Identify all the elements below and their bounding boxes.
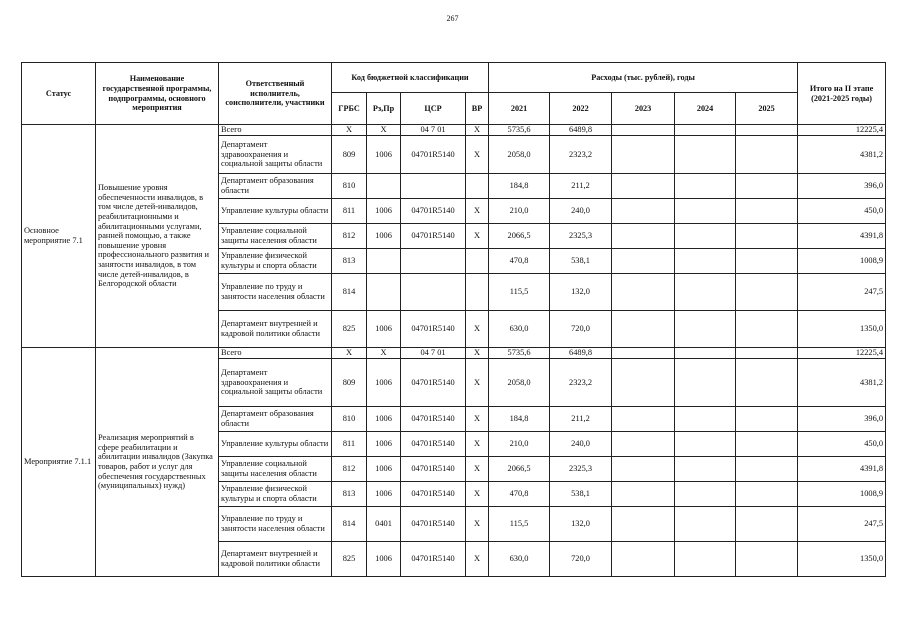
budget-table [21,62,886,577]
vr-cell: X [466,136,489,174]
year-2024-cell [675,507,736,542]
rzpr-cell: 1006 [367,457,401,482]
vr-cell: X [466,311,489,348]
header-program: Наименование государственной программы, подпрограммы, основного мероприятия [96,63,219,125]
year-2024-cell [675,199,736,224]
executor-cell: Управление по труду и занятости населения области [219,507,332,542]
year-2021-cell: 630,0 [489,542,550,577]
vr-cell [466,249,489,274]
executor-cell: Всего [219,125,332,136]
year-2024-cell [675,407,736,432]
csr-cell: 04701R5140 [401,199,466,224]
vr-cell: X [466,542,489,577]
year-2024-cell [675,432,736,457]
vr-cell [466,274,489,311]
year-2025-cell [736,174,798,199]
year-2025-cell [736,348,798,359]
year-2023-cell [612,199,675,224]
year-2025-cell [736,542,798,577]
year-2021-cell: 2066,5 [489,457,550,482]
header-year-2024: 2024 [675,93,736,125]
grbs-cell: 814 [332,274,367,311]
grbs-cell: 809 [332,359,367,407]
total-cell: 450,0 [798,199,886,224]
year-2023-cell [612,174,675,199]
executor-cell: Департамент образования области [219,174,332,199]
rzpr-cell: 1006 [367,136,401,174]
rzpr-cell [367,249,401,274]
header-expenses: Расходы (тыс. рублей), годы [489,63,798,93]
year-2025-cell [736,432,798,457]
executor-cell: Департамент здравоохранения и социальной защиты области [219,136,332,174]
year-2023-cell [612,348,675,359]
year-2025-cell [736,199,798,224]
vr-cell: X [466,432,489,457]
grbs-cell: X [332,125,367,136]
year-2025-cell [736,274,798,311]
total-cell: 1008,9 [798,482,886,507]
year-2024-cell [675,174,736,199]
year-2025-cell [736,249,798,274]
rzpr-cell: 1006 [367,224,401,249]
executor-cell: Управление по труду и занятости населения области [219,274,332,311]
rzpr-cell [367,274,401,311]
rzpr-cell: 1006 [367,359,401,407]
year-2023-cell [612,482,675,507]
rzpr-cell: X [367,348,401,359]
year-2023-cell [612,507,675,542]
year-2022-cell: 2325,3 [550,457,612,482]
year-2022-cell: 2323,2 [550,359,612,407]
year-2021-cell: 184,8 [489,174,550,199]
year-2024-cell [675,482,736,507]
header-status: Статус [22,63,96,125]
year-2022-cell: 132,0 [550,274,612,311]
executor-cell: Управление культуры области [219,199,332,224]
csr-cell: 04701R5140 [401,311,466,348]
total-cell: 247,5 [798,274,886,311]
total-cell: 396,0 [798,407,886,432]
total-cell: 450,0 [798,432,886,457]
header-year-2022: 2022 [550,93,612,125]
csr-cell: 04701R5140 [401,407,466,432]
executor-cell: Управление социальной защиты населения области [219,457,332,482]
grbs-cell: 810 [332,174,367,199]
year-2022-cell: 240,0 [550,199,612,224]
year-2025-cell [736,136,798,174]
program-name-cell: Реализация мероприятий в сфере реабилитации и абилитации инвалидов (Закупка товаров, работ и услуг для обеспечения государственных (муниципальных) нужд) [96,348,219,577]
rzpr-cell: 1006 [367,199,401,224]
year-2025-cell [736,457,798,482]
executor-cell: Управление физической культуры и спорта области [219,249,332,274]
year-2021-cell: 470,8 [489,482,550,507]
year-2022-cell: 132,0 [550,507,612,542]
year-2024-cell [675,125,736,136]
year-2021-cell: 210,0 [489,432,550,457]
total-cell: 4391,8 [798,457,886,482]
vr-cell: X [466,224,489,249]
year-2025-cell [736,482,798,507]
year-2023-cell [612,432,675,457]
total-cell: 1350,0 [798,542,886,577]
year-2025-cell [736,359,798,407]
year-2025-cell [736,125,798,136]
year-2022-cell: 2323,2 [550,136,612,174]
year-2023-cell [612,359,675,407]
year-2021-cell: 115,5 [489,274,550,311]
year-2023-cell [612,224,675,249]
grbs-cell: 811 [332,432,367,457]
program-name-cell: Повышение уровня обеспеченности инвалидов, в том числе детей-инвалидов, реабилитационными и абилитационными услугами, ранней помощью, а также повышение уровня профессионального развития и занятости инвалидов, в том числе детей-инвалидов, в Белгородской области [96,125,219,348]
year-2022-cell: 720,0 [550,311,612,348]
grbs-cell: 809 [332,136,367,174]
csr-cell: 04701R5140 [401,136,466,174]
rzpr-cell: 1006 [367,311,401,348]
grbs-cell: 825 [332,542,367,577]
header-budget-code: Код бюджетной классификации [332,63,489,93]
executor-cell: Департамент внутренней и кадровой политики области [219,311,332,348]
year-2022-cell: 211,2 [550,407,612,432]
csr-cell: 04701R5140 [401,507,466,542]
year-2023-cell [612,249,675,274]
year-2021-cell: 184,8 [489,407,550,432]
total-cell: 396,0 [798,174,886,199]
executor-cell: Всего [219,348,332,359]
rzpr-cell: 0401 [367,507,401,542]
grbs-cell: 813 [332,249,367,274]
year-2024-cell [675,359,736,407]
year-2024-cell [675,136,736,174]
total-cell: 1350,0 [798,311,886,348]
rzpr-cell [367,174,401,199]
header-year-2025: 2025 [736,93,798,125]
vr-cell: X [466,359,489,407]
csr-cell: 04701R5140 [401,224,466,249]
year-2023-cell [612,457,675,482]
year-2024-cell [675,542,736,577]
total-cell: 247,5 [798,507,886,542]
year-2021-cell: 5735,6 [489,348,550,359]
header-year-2021: 2021 [489,93,550,125]
header-total: Итого на II этапе (2021-2025 годы) [798,63,886,125]
grbs-cell: 812 [332,457,367,482]
header-csr: ЦСР [401,93,466,125]
grbs-cell: 825 [332,311,367,348]
year-2024-cell [675,348,736,359]
executor-cell: Управление физической культуры и спорта области [219,482,332,507]
grbs-cell: 813 [332,482,367,507]
table-row [22,125,886,136]
header-rzpr: Рз,Пр [367,93,401,125]
vr-cell: X [466,348,489,359]
grbs-cell: X [332,348,367,359]
year-2021-cell: 2058,0 [489,136,550,174]
year-2021-cell: 2066,5 [489,224,550,249]
year-2023-cell [612,274,675,311]
csr-cell [401,249,466,274]
csr-cell: 04 7 01 [401,125,466,136]
year-2021-cell: 630,0 [489,311,550,348]
year-2022-cell: 538,1 [550,249,612,274]
year-2025-cell [736,407,798,432]
year-2024-cell [675,311,736,348]
year-2022-cell: 6489,8 [550,348,612,359]
year-2024-cell [675,274,736,311]
year-2023-cell [612,125,675,136]
csr-cell [401,174,466,199]
executor-cell: Управление социальной защиты населения области [219,224,332,249]
year-2022-cell: 538,1 [550,482,612,507]
year-2021-cell: 2058,0 [489,359,550,407]
year-2022-cell: 2325,3 [550,224,612,249]
grbs-cell: 812 [332,224,367,249]
year-2022-cell: 240,0 [550,432,612,457]
grbs-cell: 814 [332,507,367,542]
header-grbs: ГРБС [332,93,367,125]
year-2021-cell: 470,8 [489,249,550,274]
total-cell: 12225,4 [798,125,886,136]
total-cell: 4381,2 [798,359,886,407]
year-2024-cell [675,457,736,482]
vr-cell [466,174,489,199]
rzpr-cell: 1006 [367,542,401,577]
vr-cell: X [466,482,489,507]
status-cell: Мероприятие 7.1.1 [22,348,96,577]
rzpr-cell: 1006 [367,432,401,457]
status-cell: Основное мероприятие 7.1 [22,125,96,348]
executor-cell: Управление культуры области [219,432,332,457]
year-2022-cell: 720,0 [550,542,612,577]
csr-cell: 04701R5140 [401,542,466,577]
year-2024-cell [675,224,736,249]
csr-cell [401,274,466,311]
rzpr-cell: 1006 [367,407,401,432]
vr-cell: X [466,199,489,224]
vr-cell: X [466,125,489,136]
year-2023-cell [612,136,675,174]
header-year-2023: 2023 [612,93,675,125]
header-vr: ВР [466,93,489,125]
total-cell: 12225,4 [798,348,886,359]
header-executor: Ответственный исполнитель, соисполнители, участники [219,63,332,125]
rzpr-cell: 1006 [367,482,401,507]
csr-cell: 04701R5140 [401,359,466,407]
csr-cell: 04701R5140 [401,482,466,507]
vr-cell: X [466,407,489,432]
total-cell: 1008,9 [798,249,886,274]
year-2021-cell: 5735,6 [489,125,550,136]
year-2025-cell [736,224,798,249]
year-2023-cell [612,542,675,577]
year-2023-cell [612,311,675,348]
csr-cell: 04701R5140 [401,432,466,457]
table-row [22,348,886,359]
vr-cell: X [466,507,489,542]
year-2022-cell: 211,2 [550,174,612,199]
csr-cell: 04 7 01 [401,348,466,359]
page-number: 267 [446,14,459,23]
executor-cell: Департамент внутренней и кадровой политики области [219,542,332,577]
grbs-cell: 810 [332,407,367,432]
year-2023-cell [612,407,675,432]
year-2025-cell [736,311,798,348]
grbs-cell: 811 [332,199,367,224]
year-2025-cell [736,507,798,542]
rzpr-cell: X [367,125,401,136]
budget-table-body [22,125,886,577]
csr-cell: 04701R5140 [401,457,466,482]
year-2022-cell: 6489,8 [550,125,612,136]
total-cell: 4381,2 [798,136,886,174]
executor-cell: Департамент здравоохранения и социальной защиты области [219,359,332,407]
year-2024-cell [675,249,736,274]
year-2021-cell: 210,0 [489,199,550,224]
executor-cell: Департамент образования области [219,407,332,432]
total-cell: 4391,8 [798,224,886,249]
year-2021-cell: 115,5 [489,507,550,542]
vr-cell: X [466,457,489,482]
